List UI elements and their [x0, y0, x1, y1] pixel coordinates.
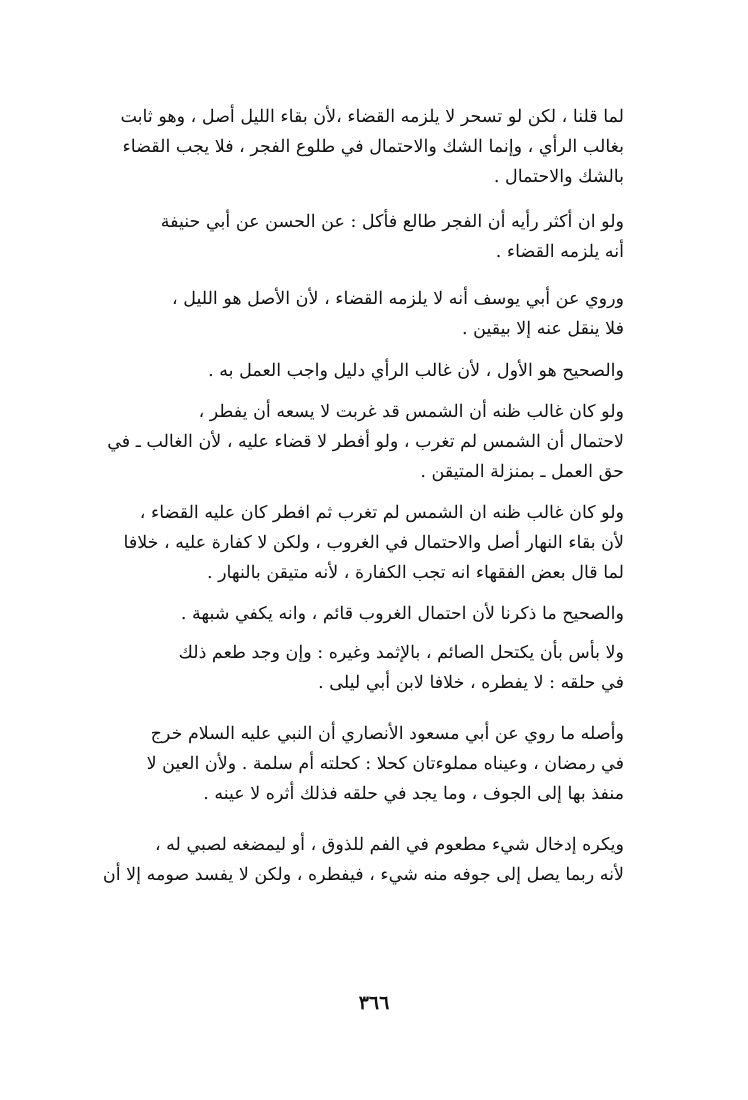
text-line: لاحتمال أن الشمس لم تغرب ، ولو أفطر لا قضاء عليه ، لأن الغالب ـ في [107, 432, 624, 452]
paragraph-3 [96, 284, 624, 344]
text-line: فلا ينقل عنه إلا بيقين . [462, 319, 624, 339]
paragraph-1 [96, 102, 624, 192]
paragraph-6 [96, 498, 624, 588]
text-line: لأن بقاء النهار أصل والاحتمال في الغروب ، ولكن لا كفارة عليه ، خلافا [123, 533, 624, 553]
text-line: ويكره إدخال شيء مطعوم في الفم للذوق ، أو ليمضغه لصبي له ، [154, 835, 624, 855]
paragraph-5 [96, 397, 624, 487]
text-line: في رمضان ، وعيناه مملوءتان كحلا : كحلته أم سلمة . ولأن العين لا [146, 754, 624, 774]
text-line: في حلقه : لا يفطره ، خلافا لابن أبي ليلى . [318, 673, 624, 693]
text-line: بغالب الرأي ، وإنما الشك والاحتمال في طلوع الفجر ، فلا يجب القضاء [122, 137, 624, 157]
paragraph-2 [96, 207, 624, 267]
paragraph-9 [96, 719, 624, 809]
text-line: والصحيح هو الأول ، لأن غالب الرأي دليل واجب العمل به . [208, 361, 624, 381]
text-line: أنه يلزمه القضاء . [495, 242, 624, 262]
text-line: والصحيح ما ذكرنا لأن احتمال الغروب قائم ، وانه يكفي شبهة . [180, 604, 624, 624]
paragraph-4 [96, 356, 624, 386]
paragraph-8 [96, 638, 624, 698]
text-line: حق العمل ـ بمنزلة المتيقن . [420, 462, 624, 482]
text-line: بالشك والاحتمال . [493, 167, 624, 187]
text-line: ولا بأس بأن يكتحل الصائم ، بالإثمد وغيره : وإن وجد طعم ذلك [178, 643, 624, 663]
page-number: ٣٦٦ [358, 992, 390, 1014]
paragraph-10 [96, 830, 624, 890]
text-line: منفذ بها إلى الجوف ، وما يجد في حلقه فذلك أثره لا عينه . [203, 784, 624, 804]
page-body [96, 102, 624, 890]
text-line: لما قال بعض الفقهاء انه تجب الكفارة ، لأنه متيقن بالنهار . [206, 563, 624, 583]
text-line: وروي عن أبي يوسف أنه لا يلزمه القضاء ، لأن الأصل هو الليل ، [172, 289, 624, 309]
text-line: لأنه ربما يصل إلى جوفه منه شيء ، فيفطره ، ولكن لا يفسد صومه إلا أن [102, 865, 624, 885]
text-line: لما قلنا ، لكن لو تسحر لا يلزمه القضاء ،لأن بقاء الليل أصل ، وهو ثابت [120, 107, 624, 127]
text-line: وأصله ما روي عن أبي مسعود الأنصاري أن النبي عليه السلام خرج [150, 724, 624, 744]
text-line: ولو ان أكثر رأيه أن الفجر طالع فأكل : عن الحسن عن أبي حنيفة [160, 212, 624, 232]
paragraph-7 [96, 599, 624, 629]
text-line: ولو كان غالب ظنه أن الشمس قد غربت لا يسعه أن يفطر ، [198, 402, 624, 422]
text-line: ولو كان غالب ظنه ان الشمس لم تغرب ثم افطر كان عليه القضاء ، [139, 503, 624, 523]
